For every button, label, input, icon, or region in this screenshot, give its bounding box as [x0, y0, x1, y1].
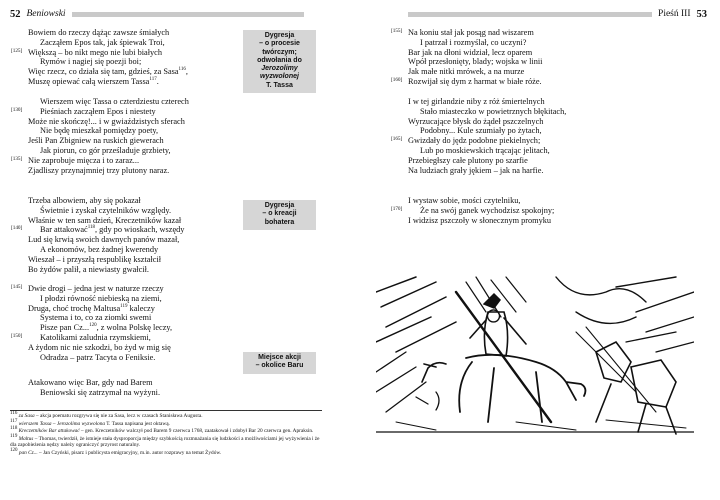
left-page-number: 52: [10, 8, 21, 20]
gloss-line: bohatera: [264, 218, 295, 226]
verse-text: Nie będę mieszkał pomiędzy poety,: [40, 126, 159, 136]
verse-line: [28, 57, 188, 67]
verse-line: [28, 67, 188, 77]
verse-line: [11, 332, 172, 343]
footnote-ref: 120: [89, 323, 97, 329]
verse-text: ,: [185, 67, 188, 77]
footnote-number: 118: [10, 426, 18, 432]
verse-line: [11, 47, 188, 58]
verse-line: [28, 265, 184, 275]
verse-text: Bar jak na dłoni widział, lecz oparem: [408, 47, 533, 57]
header-rule: [72, 12, 304, 17]
stanza: [11, 28, 188, 87]
verse-text: Beniowski się zatrzymał na wyżyni.: [40, 387, 161, 397]
verse-text: Trzeba albowiem, aby się pokazał: [28, 196, 141, 205]
footnote: [10, 450, 322, 457]
footnote-number: 119: [10, 434, 18, 440]
left-running-head: [10, 7, 310, 21]
footnote-text: – gen. Kreczetników walczył pod Barem 9 czerwca 1768, zaatakował i zdobył Bar 20 czerwca gen. Apraksin.: [79, 428, 314, 435]
verse-line: [28, 216, 184, 226]
footnote-number: 116: [10, 411, 18, 417]
footnote-ref: 119: [120, 303, 128, 309]
verse-text: Większą – bo nikt mego nie lubi białych: [28, 47, 162, 57]
verse-line: [11, 284, 172, 294]
verse-line: [28, 255, 184, 265]
footnote: [10, 428, 322, 435]
verse-text: Druga, choć trochę Maltusa: [28, 303, 121, 313]
footnote-text: – Jan Czyński, pisarz i publicysta emigracyjny, m.in. autor rozprawy na temat Żydów.: [37, 449, 222, 456]
right-page-number: 53: [696, 8, 707, 20]
verse-text: Muszę opiewać całą wierszem Tassa: [28, 76, 150, 86]
verse-text: Jak piorun, co gór prześladuje grzbiety,: [40, 145, 171, 155]
verse-text: Zjadliszy przynajmniej trzy plutony naraz.: [28, 165, 170, 175]
footnote-number: 117: [10, 418, 18, 424]
verse-line: [28, 126, 189, 136]
left-page: [0, 0, 358, 500]
verse-text: Podobny... Kule szumiały po żytach,: [420, 126, 542, 136]
verse-text: Nie zaprobuje mięcza i to zaraz...: [28, 155, 140, 165]
verse-line: [28, 353, 172, 363]
verse-text: I płodzi równość niebieską na ziemi,: [40, 293, 162, 303]
verse-text: Wieszał – i przyszłą respublikę kształcił: [28, 254, 162, 264]
verse-text: Gwizdały do jędz podobne piekielnych;: [408, 136, 541, 146]
verse-line: [28, 343, 172, 353]
verse-text: Pieśniach zacząłem Epos i niestety: [40, 106, 156, 116]
verse-text: Świetnie i zyskał czytelników względy.: [40, 205, 172, 215]
verse-line: [408, 126, 566, 136]
verse-line: [28, 196, 184, 206]
verse-text: Wyrzucające błysk do żądeł pszczelnych: [408, 116, 544, 126]
stanza: [391, 97, 567, 175]
verse-text: Stało miasteczko w powietrznych błękitach,: [420, 106, 567, 116]
verse-text: Lud się krwią swoich dawnych panów mazał,: [28, 235, 180, 245]
verse-text: Lub po moskiewskich trącając jelitach,: [420, 145, 550, 155]
verse-line: [408, 216, 554, 226]
verse-text: .: [156, 76, 159, 86]
verse-text: Systema i to, co za ziomki swemi: [40, 313, 152, 323]
verse-line: [28, 304, 172, 314]
footnote-term: pan Cz...: [17, 449, 38, 456]
gloss-box: [243, 200, 316, 230]
verse-line: [28, 235, 184, 245]
line-number: [155]: [391, 28, 403, 34]
right-running-title: Pieśń III: [658, 9, 691, 19]
verse-text: Zacząłem Epos tak, jak śpiewak Troi,: [40, 37, 165, 47]
stanza: [28, 378, 160, 398]
footnote-term: Kreczetników Bar attakować: [17, 428, 80, 435]
verse-text: Bar attakować: [40, 225, 88, 235]
verse-text: Przebiegłszy całe plutony po szarfie: [408, 155, 528, 165]
line-number: [150]: [11, 332, 23, 339]
verse-line: [28, 117, 189, 127]
verse-text: I widzisz pszczoły w słonecznym promyku: [408, 215, 552, 225]
line-number: [165]: [391, 136, 403, 143]
gloss-line: twórczym;: [262, 48, 297, 56]
verse-text: Więc rzecz, co działa się tam, gdzieś, za Sasa: [28, 67, 179, 77]
footnote-term: za Sasa: [17, 413, 35, 419]
verse-text: Bowiem do rzeczy dążąc zawsze śmiałych: [28, 28, 170, 37]
footnote-ref: 118: [87, 225, 96, 231]
footnote-text: – Thomas, twierdził, że istnieje stała dysproporcja między szybkością rozmnażania się ludzkości a możliwościami jej wyżywienia i że dla zapobieżenia nędzy należy ograniczyć przyrost naturalny.: [10, 435, 320, 449]
verse-text: A ekonomów, bez żadnej kwerendy: [40, 244, 159, 254]
line-number: [145]: [11, 284, 23, 290]
verse-line: [408, 38, 543, 48]
verse-text: Na ludziach grały jękiem – jak na harfie.: [408, 165, 544, 175]
verse-text: Właśnie w ten sam dzień, Kreczetników kazał: [28, 215, 182, 225]
line-number: [135]: [11, 155, 23, 162]
battle-illustration: [376, 272, 694, 440]
verse-text: I wystaw sobie, mości czytelniku,: [408, 196, 521, 205]
stanza: [11, 196, 185, 274]
gloss-box: [243, 352, 316, 374]
verse-line: [391, 28, 543, 38]
stanza: [391, 196, 555, 225]
verse-line: [28, 245, 184, 255]
footnote: [10, 418, 322, 428]
right-page: [362, 0, 720, 500]
verse-line: [28, 294, 172, 304]
footnote-number: 120: [10, 448, 18, 454]
verse-line: [28, 136, 189, 146]
verse-line: [408, 67, 543, 77]
verse-text: Jeśli Pan Zbigniew na ruskich giewerach: [28, 136, 164, 146]
footnote-text: T. Tassa napisana jest oktawą.: [105, 420, 170, 427]
stanza: [391, 28, 543, 87]
verse-line: [408, 117, 566, 127]
footnotes: [10, 410, 322, 458]
verse-line: [28, 378, 160, 388]
verse-line: [28, 77, 188, 87]
verse-text: I w tej girlandzie niby z róż śmiertelnych: [408, 97, 545, 106]
verse-line: [391, 205, 555, 216]
verse-line: [408, 196, 554, 206]
verse-text: Na koniu stał jak posąg nad wiszarem: [408, 28, 534, 37]
verse-line: [28, 38, 188, 48]
verse-line: [408, 57, 543, 67]
verse-line: [391, 76, 543, 87]
right-running-head: [402, 7, 707, 21]
gloss-line: – o kreacji: [262, 210, 297, 218]
gloss-line: odwołania do: [257, 56, 302, 64]
verse-text: A żydom nic nie szkodzi, bo żyd w mig się: [28, 342, 171, 352]
verse-text: Rozwijał się dym z harmat w białe róże.: [408, 76, 542, 86]
header-rule: [408, 12, 652, 17]
verse-text: Dwie drogi – jedna jest w naturze rzeczy: [28, 284, 164, 293]
verse-line: [408, 156, 566, 166]
verse-line: [408, 166, 566, 176]
gloss-line: – o procesie: [259, 40, 300, 48]
gloss-line: Jerozolimy: [261, 65, 298, 73]
footnote: [10, 436, 322, 449]
verse-text: Jak małe nitki mrówek, a na murze: [408, 67, 525, 77]
verse-line: [28, 206, 184, 216]
verse-text: kaleczy: [127, 303, 155, 313]
gloss-line: Miejsce akcji: [258, 354, 301, 361]
verse-line: [391, 136, 566, 146]
gloss-line: Dygresja: [264, 32, 295, 39]
verse-line: [11, 106, 189, 117]
footnote-term: Maltus: [17, 435, 34, 442]
line-number: [160]: [391, 76, 403, 83]
line-number: [125]: [11, 47, 23, 54]
verse-line: [28, 28, 188, 38]
verse-line: [11, 155, 189, 166]
verse-text: Może nie skończę!... i w gwiaździstych sferach: [28, 116, 185, 126]
verse-text: Wpół przesłonięty, blady; wojska w linii: [408, 57, 543, 67]
line-number: [130]: [11, 106, 23, 113]
stanza: [11, 97, 189, 175]
verse-line: [28, 97, 189, 107]
verse-line: [408, 97, 566, 107]
footnote-text: – akcja poematu rozgrywa się nie za Sasa, lecz w czasach Stanisława Augusta.: [34, 413, 203, 419]
line-number: [140]: [11, 225, 23, 232]
verse-line: [28, 323, 172, 333]
verse-line: [28, 166, 189, 176]
gloss-line: T. Tassa: [266, 81, 293, 89]
verse-text: Wierszem więc Tassa o czterdziestu czterech: [40, 97, 189, 106]
verse-text: , gdy po wioskach, wszędy: [95, 225, 185, 235]
footnote-ref: 116: [178, 67, 186, 73]
left-running-title: Beniowski: [26, 9, 66, 19]
gloss-box: [243, 30, 316, 93]
verse-text: Odradza – patrz Tacyta o Feniksie.: [40, 352, 156, 362]
verse-text: Że na swój ganek wychodzisz spokojny;: [420, 205, 555, 215]
verse-text: I patrzał i rozmyślał, co uczyni?: [420, 37, 527, 47]
gloss-line: wyzwolonej: [260, 73, 299, 81]
verse-line: [11, 225, 185, 235]
footnote-ref: 117: [149, 77, 157, 83]
stanza: [11, 284, 173, 362]
footnote: [10, 413, 322, 420]
verse-text: Katolikami zaludnia rzymskiemi,: [40, 332, 151, 342]
gloss-line: – okolice Baru: [255, 362, 304, 370]
gloss-line: Dygresja: [264, 202, 295, 209]
verse-line: [408, 107, 566, 117]
verse-line: [28, 388, 160, 398]
verse-line: [28, 146, 189, 156]
verse-text: Bo żydów palił, a niewiasty gwałcił.: [28, 264, 149, 274]
verse-line: [408, 146, 566, 156]
verse-text: , z wolna Polskę leczy,: [96, 323, 173, 333]
verse-line: [408, 48, 543, 58]
line-number: [170]: [391, 205, 403, 212]
verse-text: Atakowano więc Bar, gdy nad Barem: [28, 378, 153, 387]
verse-text: Pisze pan Cz...: [40, 323, 90, 333]
verse-text: Rymów i nagiej się poezji boi;: [40, 57, 142, 67]
footnote-term: wierszem Tassa – Jerozolima wyzwolona: [17, 420, 106, 427]
verse-line: [28, 313, 172, 323]
